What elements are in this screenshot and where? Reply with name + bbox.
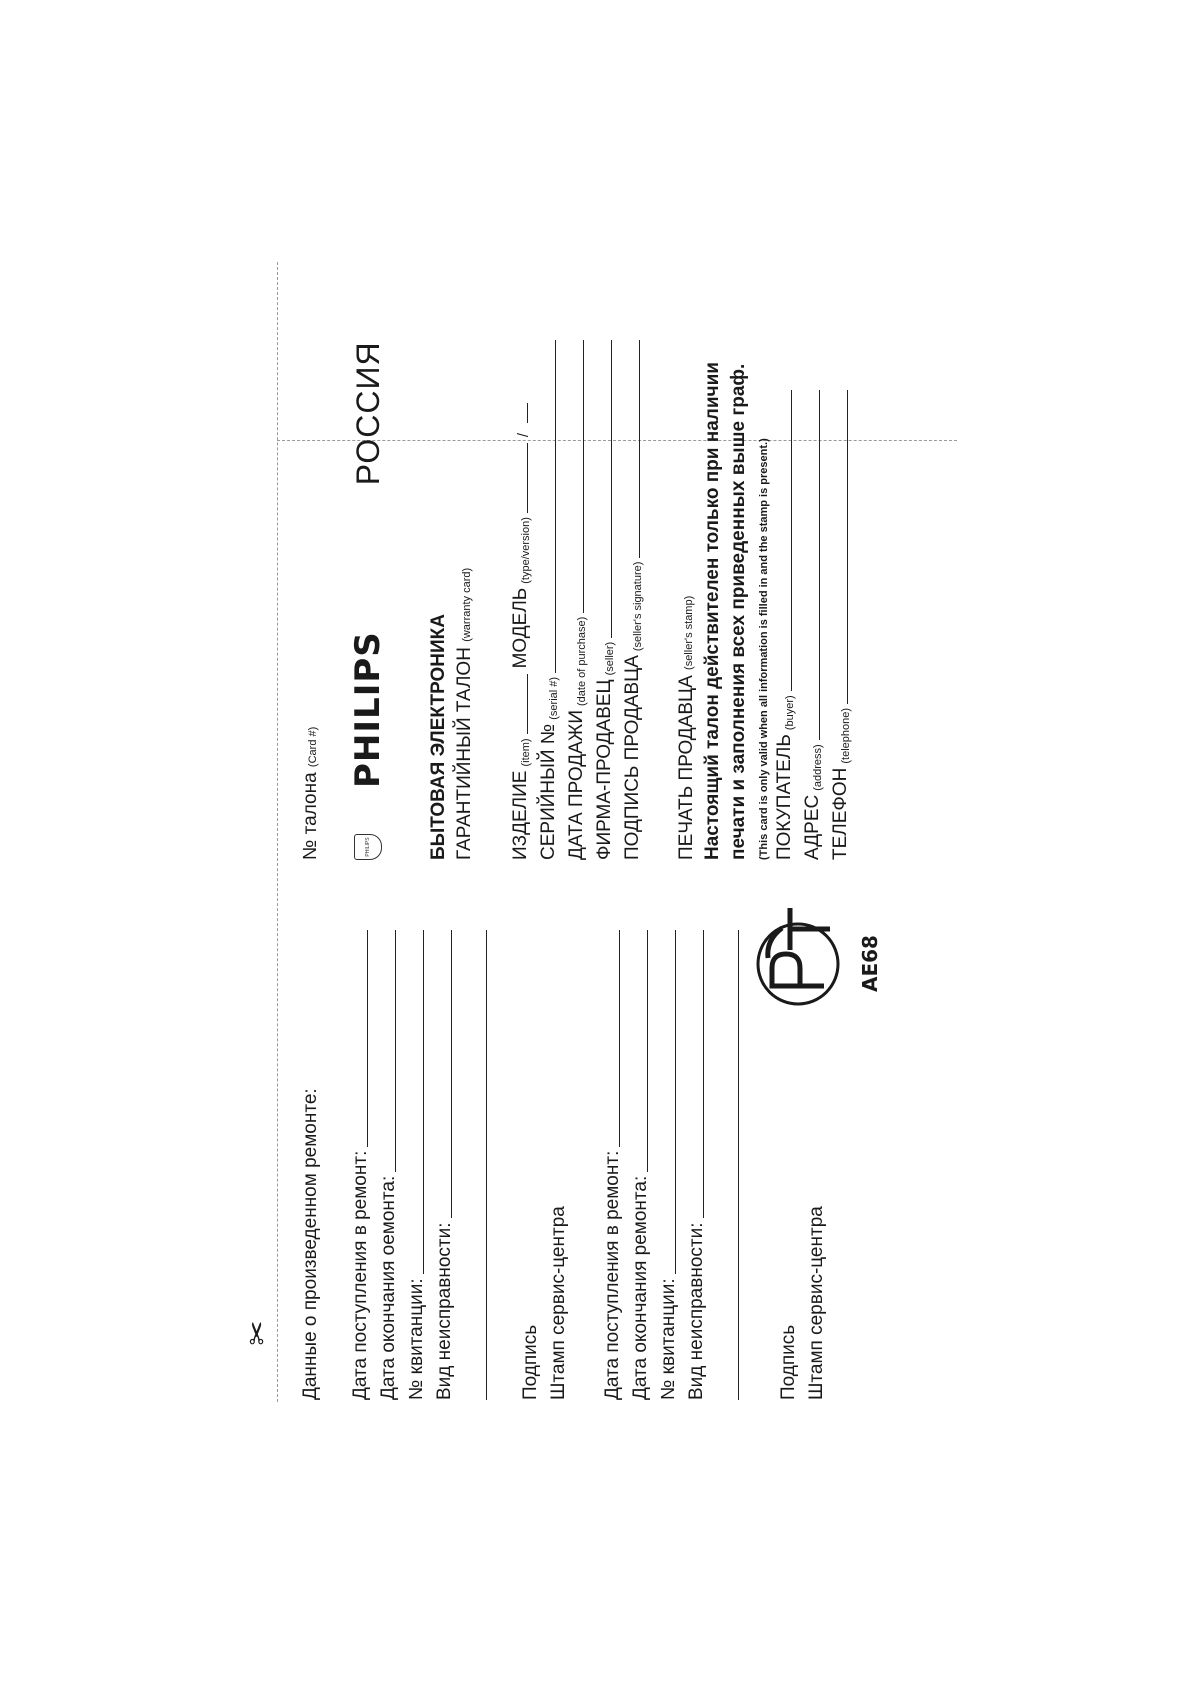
buyer-note: (buyer)	[784, 695, 796, 731]
card-number-note: (Card #)	[307, 726, 319, 768]
address-field[interactable]	[818, 390, 820, 740]
repair1-completed-row	[378, 930, 400, 1400]
repair2-receipt-label: № квитанции:	[658, 1278, 679, 1400]
repair1-receipt-label: № квитанции:	[406, 1278, 427, 1400]
model-note: (type/version)	[520, 517, 532, 584]
warranty-note: (warranty card)	[461, 567, 473, 642]
repair2-fault-row	[686, 930, 708, 1400]
warranty-label: ГАРАНТИЙНЫЙ ТАЛОН	[454, 647, 475, 860]
product-category: БЫТОВАЯ ЭЛЕКТРОНИКА	[428, 614, 449, 860]
repair2-fault-field[interactable]	[702, 930, 704, 1219]
item-label: ИЗДЕЛИЕ	[510, 770, 531, 860]
validity-line-2: печати и заполнения всех приведенных выше граф.	[728, 363, 749, 860]
buyer-field[interactable]	[790, 390, 792, 691]
seller-signature-row	[622, 340, 644, 860]
brand-logo: PHILIPS	[348, 631, 388, 788]
seller-stamp-label: ПЕЧАТЬ ПРОДАВЦА	[676, 675, 697, 860]
address-note: (address)	[812, 744, 824, 791]
model-label: МОДЕЛЬ	[510, 587, 531, 669]
seller-note: (seller)	[604, 641, 616, 676]
purchase-date-label: ДАТА ПРОДАЖИ	[566, 710, 587, 860]
repair1-receipt-row	[406, 930, 428, 1400]
item-field[interactable]	[526, 674, 528, 734]
repair2-receipt-field[interactable]	[674, 930, 676, 1274]
pct-certification-icon	[738, 900, 858, 1020]
warranty-title-row	[454, 568, 476, 860]
phone-field[interactable]	[846, 390, 848, 704]
repair1-fault-extra-line[interactable]	[486, 930, 487, 1400]
repair2-fault-label: Вид неисправности:	[686, 1222, 707, 1400]
model-separator: /	[515, 432, 532, 438]
item-note: (item)	[520, 738, 532, 767]
repair2-completed-label: Дата окончания ремонта:	[630, 1175, 651, 1400]
buyer-label: ПОКУПАТЕЛЬ	[774, 734, 795, 860]
model-version-field[interactable]	[526, 403, 528, 423]
purchase-date-note: (date of purchase)	[576, 616, 588, 706]
repair2-signature: Подпись	[778, 1324, 799, 1400]
repair2-received-row	[602, 930, 624, 1400]
repair-records	[298, 880, 958, 1400]
certification-code: AE68	[858, 935, 882, 992]
seller-signature-note: (seller's signature)	[632, 561, 644, 652]
repair2-receipt-row	[658, 930, 680, 1400]
validity-line-1: Настоящий талон действителен только при наличии	[702, 362, 723, 860]
country-name: РОССИЯ	[349, 341, 386, 486]
seller-signature-label: ПОДПИСЬ ПРОДАВЦА	[622, 655, 643, 860]
serial-field[interactable]	[554, 340, 556, 673]
serial-row	[538, 340, 560, 860]
repair1-stamp: Штамп сервис-центра	[548, 1206, 569, 1400]
repair1-fault-row	[434, 930, 456, 1400]
phone-note: (telephone)	[840, 707, 852, 764]
repair-title: Данные о произведенном ремонте:	[300, 1088, 321, 1400]
serial-label: СЕРИЙНЫЙ №	[538, 723, 559, 860]
validity-english: (This card is only valid when all information is filled in and the stamp is present.)	[758, 438, 770, 860]
purchase-date-row	[566, 340, 588, 860]
phone-label: ТЕЛЕФОН	[830, 767, 851, 860]
seller-stamp-note: (seller's stamp)	[683, 595, 695, 670]
warranty-card	[298, 300, 958, 860]
repair1-receipt-field[interactable]	[422, 930, 424, 1274]
pct-mark-text: PCT	[738, 1018, 739, 1020]
repair1-received-field[interactable]	[366, 930, 368, 1147]
philips-shield-icon	[354, 834, 382, 860]
model-type-field[interactable]	[526, 443, 528, 513]
repair1-fault-label: Вид неисправности:	[434, 1222, 455, 1400]
seller-field[interactable]	[610, 340, 612, 638]
shield-text: PHILIPS	[365, 837, 371, 857]
scissors-icon: ✂	[240, 1320, 276, 1346]
repair2-received-field[interactable]	[618, 930, 620, 1147]
repair1-completed-label: Дата окончания оемонта:	[378, 1175, 399, 1400]
address-label: АДРЕС	[802, 794, 823, 860]
repair2-completed-row	[630, 930, 652, 1400]
repair1-fault-field[interactable]	[450, 930, 452, 1219]
repair1-received-label: Дата поступления в ремонт:	[350, 1150, 371, 1400]
card-number-row	[300, 727, 322, 860]
address-row	[802, 390, 824, 860]
cut-line-vertical	[277, 262, 278, 1402]
repair1-received-row	[350, 930, 372, 1400]
seller-row	[594, 340, 616, 860]
item-model-row	[510, 340, 532, 860]
phone-row	[830, 390, 852, 860]
buyer-row	[774, 390, 796, 860]
repair1-signature: Подпись	[520, 1324, 541, 1400]
warranty-sheet	[298, 300, 958, 1400]
seller-label: ФИРМА-ПРОДАВЕЦ	[594, 679, 615, 860]
seller-signature-field[interactable]	[638, 340, 640, 558]
seller-stamp-row	[676, 596, 698, 860]
card-number-label: № талона	[300, 772, 321, 860]
repair2-completed-field[interactable]	[646, 930, 648, 1172]
repair1-completed-field[interactable]	[394, 930, 396, 1172]
brand-row	[348, 341, 388, 860]
repair2-stamp: Штамп сервис-центра	[806, 1206, 827, 1400]
repair2-received-label: Дата поступления в ремонт:	[602, 1150, 623, 1400]
serial-note: (serial #)	[548, 676, 560, 720]
purchase-date-field[interactable]	[582, 340, 584, 613]
